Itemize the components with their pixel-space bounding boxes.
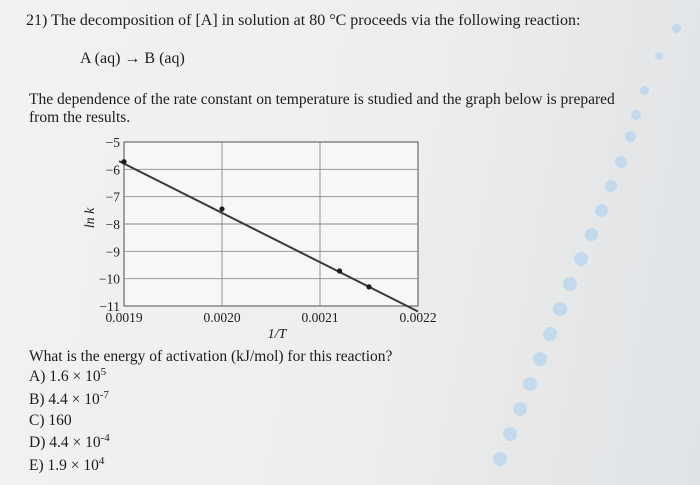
- glare-dot: [533, 352, 547, 366]
- option-a-exponent: 5: [100, 366, 107, 378]
- question-header: 21) The decomposition of [A] in solution at 80 °C proceeds via the following reaction:: [26, 12, 581, 29]
- option-d[interactable]: [29, 434, 110, 452]
- x-tick-label: 0.0019: [105, 310, 143, 325]
- data-point: [121, 159, 126, 164]
- x-axis-label: 1/T: [267, 327, 287, 342]
- x-tick-label: 0.0022: [399, 310, 437, 325]
- option-b-text: B) 4.4 × 10: [29, 391, 100, 408]
- glare-dot: [513, 402, 527, 416]
- glare-dot: [553, 302, 567, 316]
- question-prompt: What is the energy of activation (kJ/mol) for this reaction?: [29, 348, 393, 365]
- y-tick-label: −11: [99, 299, 120, 314]
- question-intro-line2: from the results.: [29, 109, 131, 126]
- option-a-text: A) 1.6 × 10: [29, 368, 101, 385]
- glare-dot: [631, 110, 641, 120]
- glare-dot: [543, 327, 557, 341]
- y-tick-label: −10: [98, 271, 120, 287]
- x-tick-label: 0.0020: [203, 310, 241, 325]
- glare-dot: [523, 377, 537, 391]
- glare-dot: [585, 228, 598, 241]
- reaction-equation: A (aq) → B (aq): [80, 50, 185, 67]
- y-tick-label: −6: [105, 162, 120, 178]
- option-b[interactable]: [29, 391, 109, 409]
- data-point: [337, 268, 342, 273]
- data-point: [219, 206, 224, 211]
- option-c-text: C) 160: [29, 412, 72, 429]
- y-tick-label: −7: [105, 189, 120, 205]
- glare-dot: [605, 180, 617, 192]
- glare-dot: [595, 204, 608, 217]
- y-tick-label: −9: [105, 244, 120, 260]
- option-e-exponent: 4: [98, 455, 105, 467]
- option-d-text: D) 4.4 × 10: [29, 434, 101, 451]
- glare-dot: [655, 52, 663, 60]
- glare-dot: [574, 252, 588, 266]
- y-tick-label: −8: [105, 217, 120, 232]
- y-tick-label: −5: [105, 135, 120, 150]
- data-point: [366, 284, 371, 289]
- glare-dot: [615, 156, 627, 168]
- option-e-text: E) 1.9 × 10: [29, 457, 99, 474]
- x-tick-label: 0.0021: [301, 310, 339, 325]
- option-c[interactable]: [29, 412, 72, 430]
- glare-dot: [640, 86, 649, 95]
- option-b-exponent: -7: [99, 389, 109, 401]
- option-d-exponent: -4: [100, 432, 110, 444]
- option-e[interactable]: [29, 457, 104, 475]
- glare-dot: [503, 427, 517, 441]
- y-axis-label: ln k: [83, 207, 98, 229]
- glare-dot: [672, 24, 681, 33]
- glare-dot: [493, 452, 507, 466]
- question-intro-line1: The dependence of the rate constant on temperature is studied and the graph below is prepared: [29, 91, 615, 108]
- glare-dot: [625, 131, 636, 142]
- glare-dot: [563, 277, 577, 291]
- option-a[interactable]: [29, 368, 106, 386]
